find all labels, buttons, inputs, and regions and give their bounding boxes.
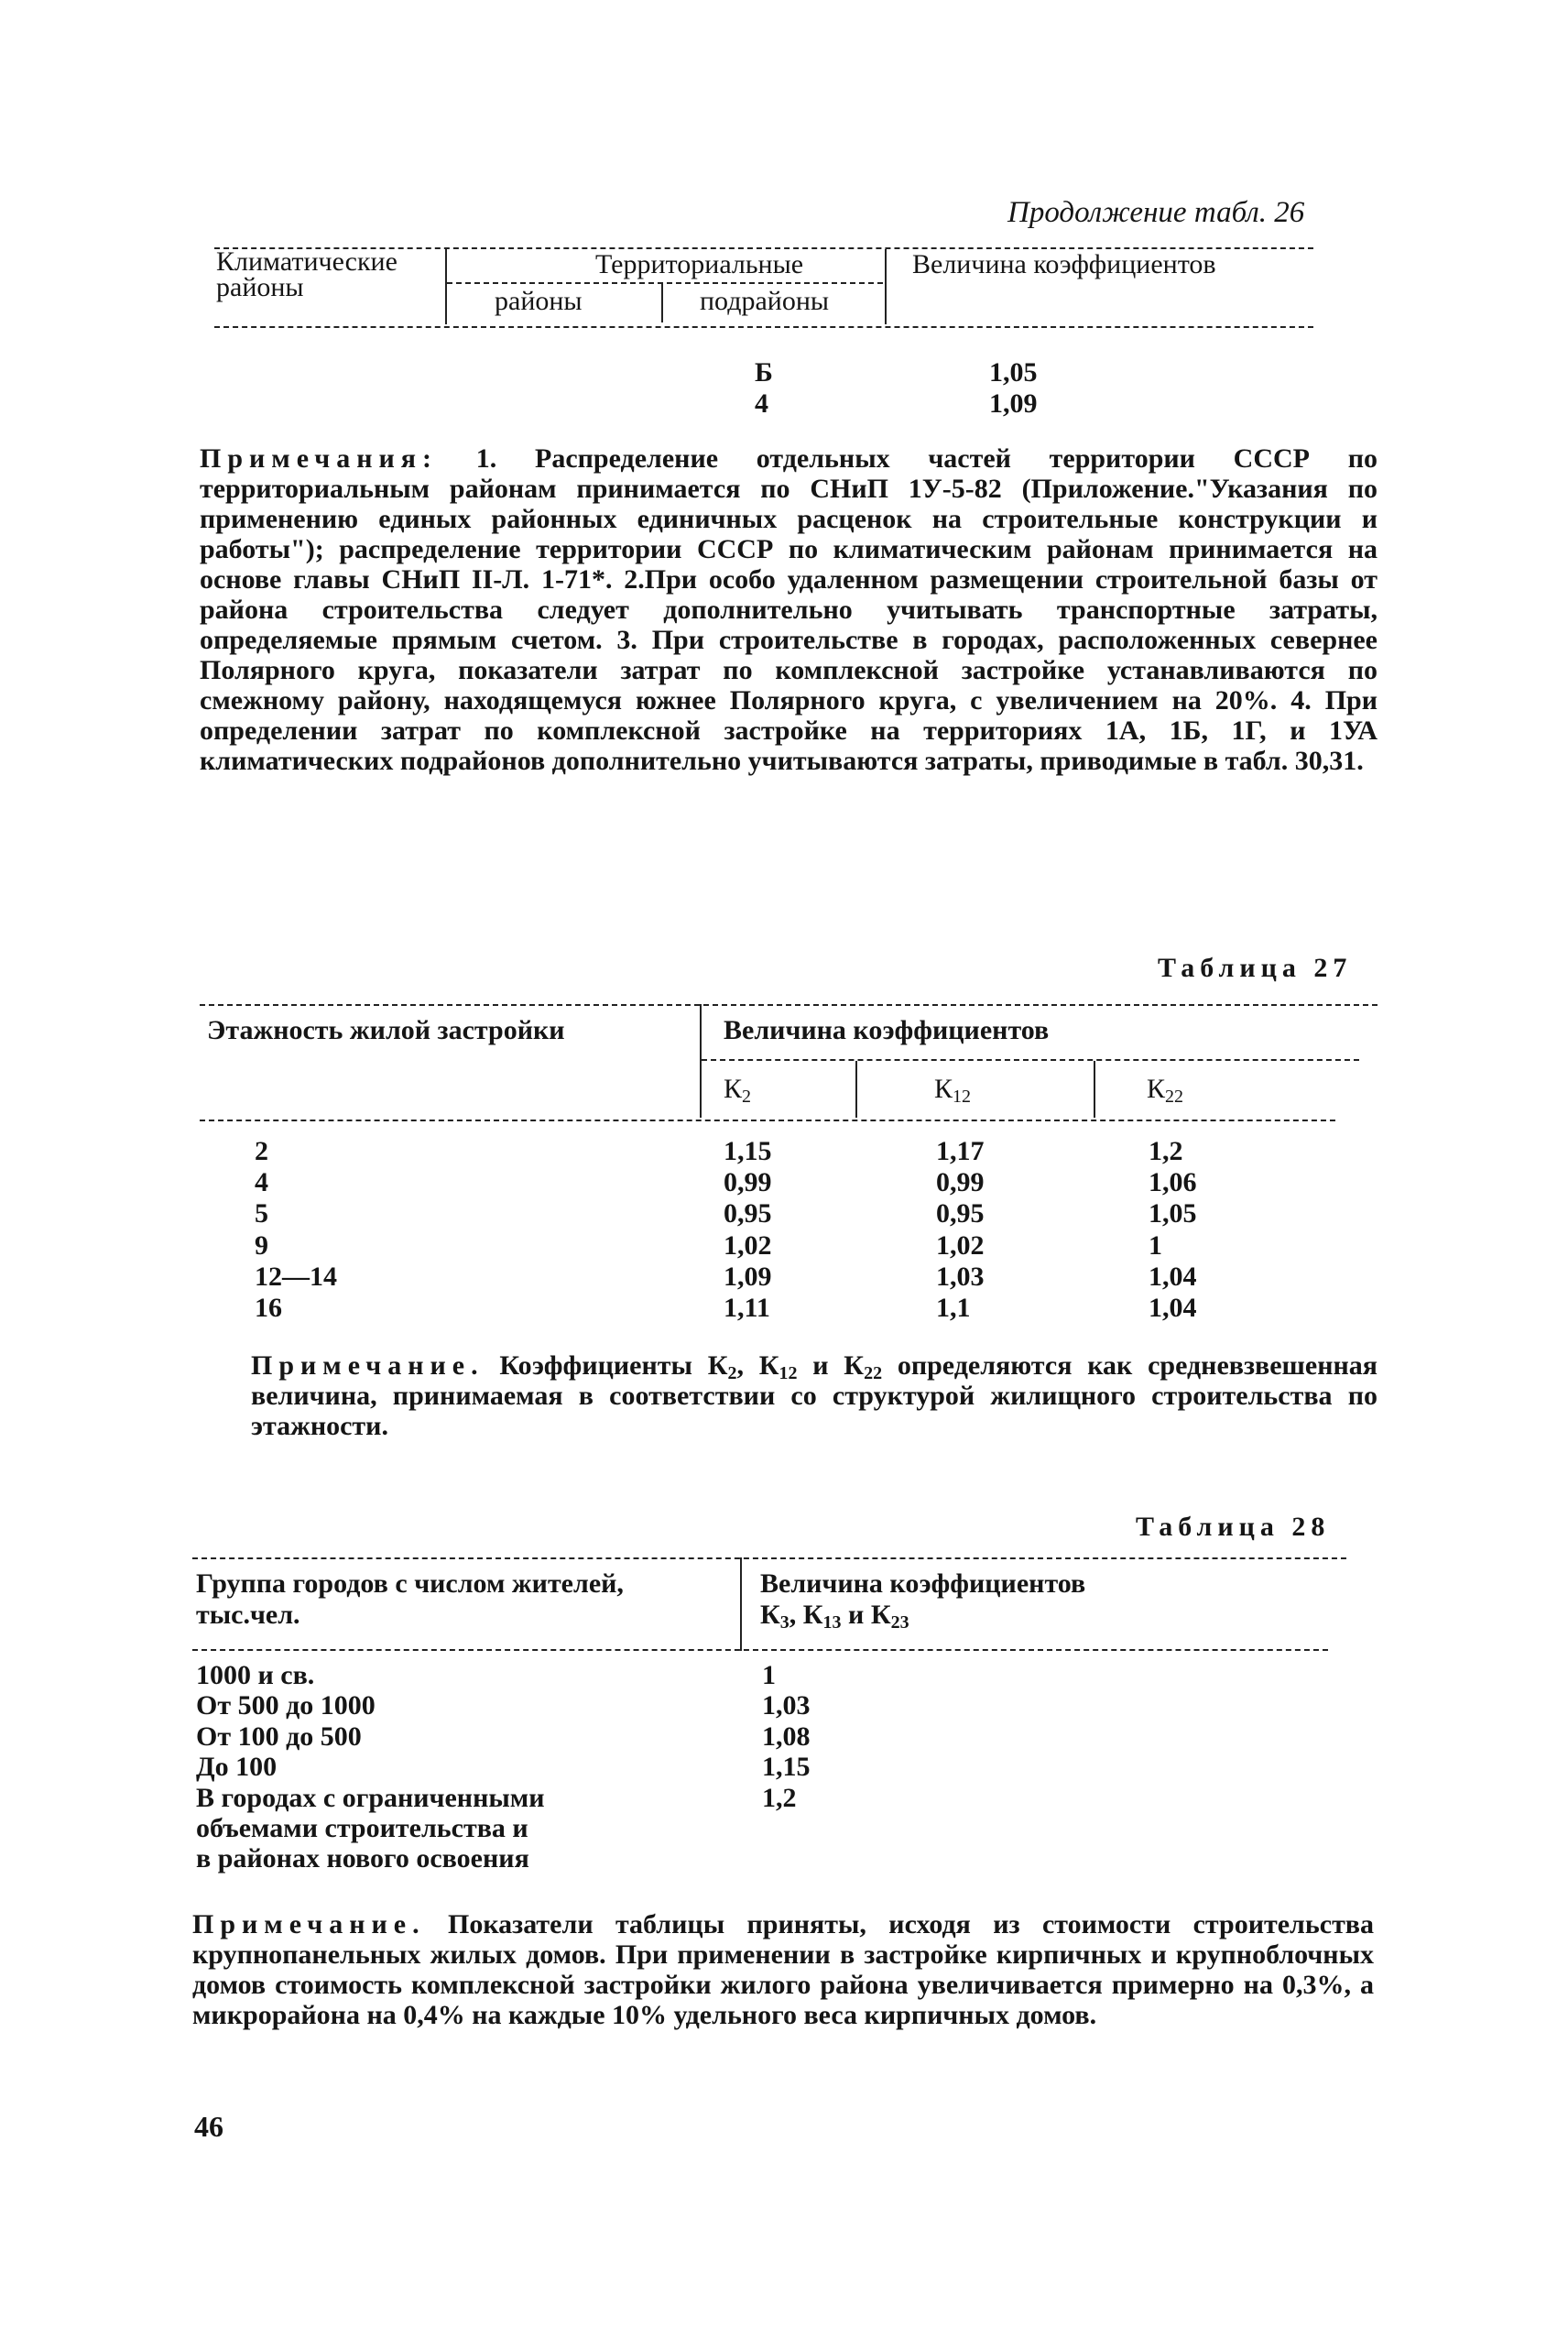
list-item: 1,06 [1149,1167,1197,1198]
list-item: 4 [255,1167,268,1198]
note-table-27: Примечание. Коэффициенты $К_2$, $К_{12}$ и $К_{22}$ определяются как средневзвешенная величина, принимаемая в соответствии со структурой жилищного строительства по этажности. [251,1350,1378,1441]
header-coef-value: Величина коэффициентов [724,1015,1050,1045]
list-item: объемами строительства и [196,1813,528,1844]
list-item: 1 [1149,1229,1162,1261]
list-item: 1,04 [1149,1261,1197,1292]
page-number: 46 [194,2110,223,2143]
note-label: Примечание. [192,1909,426,1939]
list-item: 1,03 [762,1690,811,1721]
list-item: 1,2 [1149,1136,1183,1166]
header-coef-value: Величина коэффициентов [912,249,1216,279]
table-row-subdistrict: 4 [755,388,768,419]
list-item: 1,02 [724,1229,772,1261]
list-item: 12—14 [255,1261,337,1292]
list-item: 1,03 [936,1261,985,1292]
note-text: Показатели таблицы приняты, исходя из стоимости строительства крупнопанельных жилых домов. При применении в застройке кирпичных и крупноблочных домов стоимость комплексной застройки жилого района увеличивается примерно на 0,3%, а микрорайона на 0,4% на каждые 10% удельного веса кирпичных домов. [192,1909,1375,2030]
k12-column [936,1136,985,1324]
list-item: 1,15 [762,1752,811,1783]
list-item: 1,04 [1149,1293,1197,1324]
table-28-title: Таблица 28 [1136,1512,1331,1542]
list-item: В городах с ограниченными [196,1782,545,1813]
list-item: 1,05 [1149,1198,1197,1229]
table-row-value: 1,09 [989,388,1038,419]
floors-column [255,1136,337,1324]
header-k22: $К_{22}$ [1147,1074,1184,1107]
list-item: 9 [255,1229,268,1261]
list-item: 1000 и св. [196,1660,315,1690]
coef-column [762,1660,811,1813]
list-item: 1,09 [724,1261,772,1292]
list-item: 5 [255,1198,268,1229]
list-item: 16 [255,1293,282,1324]
list-item: 1 [762,1660,776,1690]
header-city-group: Группа городов с числом жителей, тыс.чел. [196,1568,624,1630]
list-item: 1,02 [936,1229,985,1261]
table-27-title: Таблица 27 [1158,953,1353,983]
k22-column [1149,1136,1197,1324]
list-item: 1,17 [936,1136,985,1166]
list-item: До 100 [196,1752,278,1783]
list-item: в районах нового освоения [196,1843,529,1874]
list-item: 0,99 [724,1167,772,1198]
k2-column [724,1136,772,1324]
list-item: От 500 до 1000 [196,1690,376,1721]
continuation-title: Продолжение табл. 26 [1007,196,1305,229]
table-row-subdistrict: Б [755,357,773,388]
notes-text: 1. Распределение отдельных частей территории СССР по территориальным районам принимается по СНиП 1У-5-82 (Приложение."Указания по применению единых районных единичных расценок на строительные конструкции и работы"); распределение территории СССР по климатическим районам принимается на основе главы СНиП II-Л. 1-71*. 2.При особо удаленном размещении строительной базы от района строительства следует дополнительно учитывать транспортные затраты, определяемые прямым счетом. 3. При строительстве в городах, расположенных севернее Полярного круга, показатели затрат по комплексной застройке устанавливаются по смежному району, находящемуся южнее Полярного круга, с увеличением на 20%. 4. При определении затрат по комплексной застройке на территориях 1А, 1Б, 1Г, и 1УА климатических подрайонов дополнительно учитываются затраты, приводимые в табл. 30,31. [200,443,1378,776]
list-item: 0,99 [936,1167,985,1198]
header-climatic-districts: Климатические районы [216,246,397,302]
notes-label: Примечания: [200,443,439,474]
list-item: 1,08 [762,1721,811,1752]
header-coef-value: Величина коэффициентов $К_3$, $К_{13}$ и $К_{23}$ [760,1568,1086,1633]
list-item: От 100 до 500 [196,1721,362,1752]
header-k12: $К_{12}$ [934,1074,972,1107]
city-group-column [196,1660,545,1874]
list-item: 2 [255,1136,268,1166]
list-item: 0,95 [936,1198,985,1229]
header-k2: $К_2$ [724,1074,752,1107]
table-row-value: 1,05 [989,357,1038,388]
list-item: 1,15 [724,1136,772,1166]
list-item: 1,2 [762,1782,797,1813]
note-table-28 [192,1909,1374,2030]
header-subdistricts: подрайоны [700,286,830,316]
note-label: Примечание. [251,1350,485,1381]
header-territorial: Территориальные [595,249,804,279]
list-item: 0,95 [724,1198,772,1229]
list-item: 1,11 [724,1293,770,1324]
list-item: 1,1 [936,1293,971,1324]
header-floors: Этажность жилой застройки [207,1015,565,1045]
header-districts: районы [495,286,583,316]
notes-table-26 [200,443,1377,776]
